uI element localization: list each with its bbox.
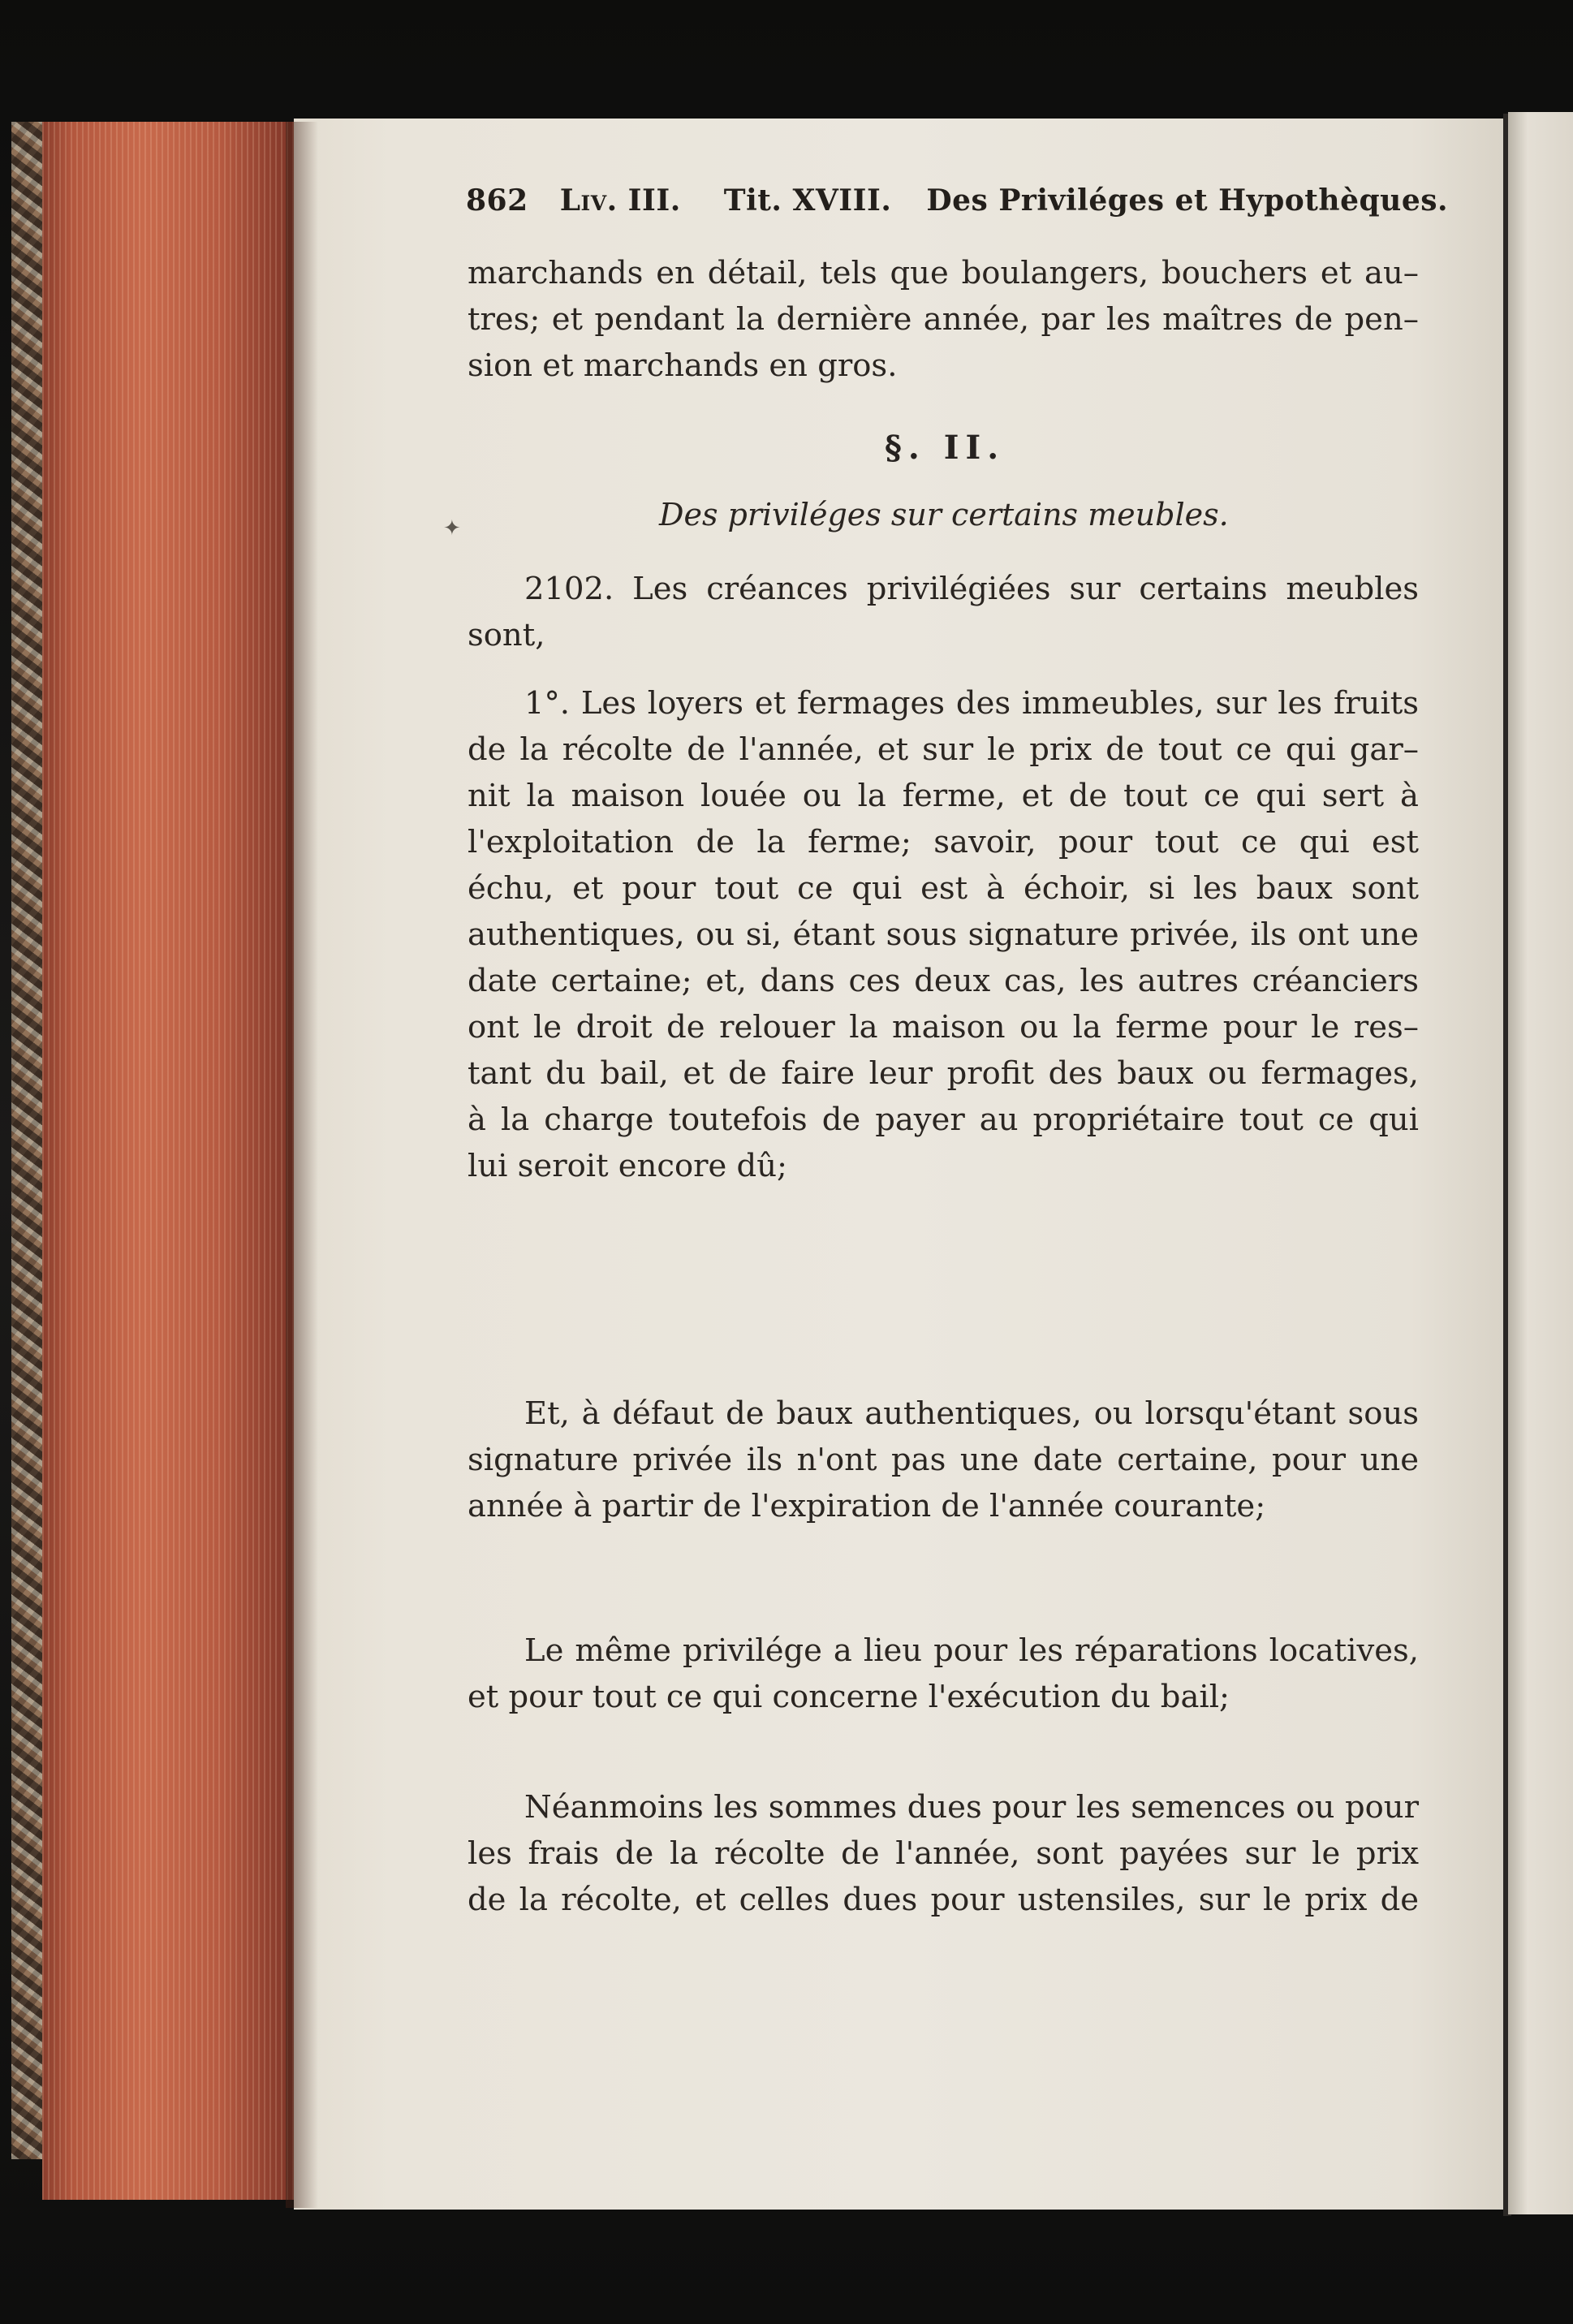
title-number: Tit. XVIII. [723,183,892,218]
gutter-shadow [286,122,318,2208]
running-head [466,183,1449,240]
text-line: de la récolte, et celles dues pour ustensiles, sur le prix de [468,1882,1419,1918]
defaut-paragraph [468,1391,1419,1529]
text-line: Néanmoins les sommes dues pour les semences ou pour [524,1789,1419,1826]
text-line: sont, [468,617,545,653]
book-number: Liv. III. [559,183,681,218]
text-line: tant du bail, et de faire leur profit des baux ou fermages, [468,1055,1419,1092]
neanmoins-paragraph [468,1784,1419,1923]
text-line: de la récolte de l'année, et sur le prix de tout ce qui gar– [468,731,1419,768]
meme-privilege-paragraph [468,1628,1419,1720]
section-heading: Des priviléges sur certains meubles. [659,497,1229,532]
text-line: à la charge toutefois de payer au propriétaire tout ce qui [468,1102,1419,1138]
section-mark: §. II. [885,429,1006,467]
facing-page [1508,112,1573,2214]
text-line: 1°. Les loyers et fermages des immeubles, sur les fruits [524,685,1419,722]
text-line: tres; et pendant la dernière année, par les maîtres de pen– [468,301,1419,338]
text-line: année à partir de l'expiration de l'année courante; [468,1488,1266,1524]
article-2102 [468,566,1419,658]
text-line: marchands en détail, tels que boulangers, bouchers et au– [468,255,1419,291]
text-line: Et, à défaut de baux authentiques, ou lorsqu'étant sous [524,1395,1419,1432]
text-line: et pour tout ce qui concerne l'exécution du bail; [468,1679,1230,1715]
text-line: nit la maison louée ou la ferme, et de tout ce qui sert à [468,778,1419,814]
page-number: 862 [466,183,528,218]
text-line: échu, et pour tout ce qui est à échoir, si les baux sont [468,870,1419,907]
page-edge-lines [42,122,295,2200]
text-line: authentiques, ou si, étant sous signature privée, ils ont une [468,916,1419,953]
text-line: 2102. Les créances privilégiées sur certains meubles [524,571,1419,607]
text-line: l'exploitation de la ferme; savoir, pour tout ce qui est [468,824,1419,860]
continuation-paragraph [468,250,1419,389]
item-1-paragraph [468,680,1419,1189]
text-line: signature privée ils n'ont pas une date certaine, pour une [468,1442,1419,1478]
text-line: lui seroit encore dû; [468,1148,787,1184]
ink-mark: ✦ [443,516,461,541]
text-line: Le même privilége a lieu pour les réparations locatives, [524,1632,1419,1669]
text-line: ont le droit de relouer la maison ou la ferme pour le res– [468,1009,1419,1046]
title-text: Des Priviléges et Hypothèques. [926,183,1449,218]
text-line: date certaine; et, dans ces deux cas, les autres créanciers [468,963,1419,999]
text-line: les frais de la récolte de l'année, sont payées sur le prix [468,1835,1419,1872]
text-line: sion et marchands en gros. [468,347,898,384]
